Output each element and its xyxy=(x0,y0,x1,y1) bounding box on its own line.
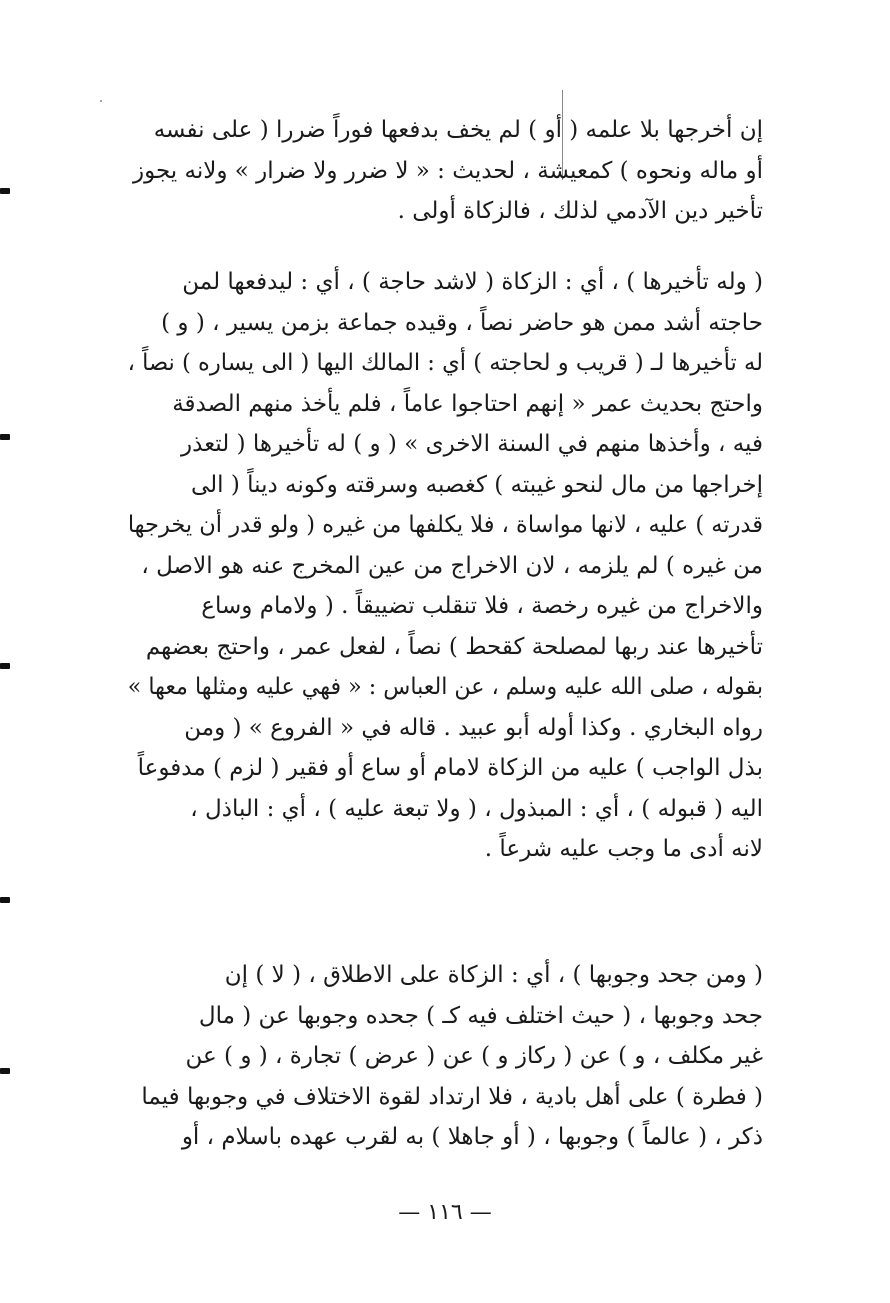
page-number: — ١١٦ — xyxy=(398,1200,492,1225)
text-line: ( ومن جحد وجوبها ) ، أي : الزكاة على الاطلاق ، ( لا ) إن xyxy=(224,962,763,988)
text-line: واحتج بحديث عمر « إنهم احتاجوا عاماً ، فلم يأخذ منهم الصدقة xyxy=(172,390,763,417)
paragraph-2 xyxy=(128,262,763,870)
text-line: من غيره ) لم يلزمه ، لان الاخراج من عين المخرج عنه هو الاصل ، xyxy=(141,552,763,579)
text-line: أو ماله ونحوه ) كمعيشة ، لحديث : « لا ضرر ولا ضرار » ولانه يجوز xyxy=(132,157,763,184)
text-line: فيه ، وأخذها منهم في السنة الاخرى » ( و ) له تأخيرها ( لتعذر xyxy=(181,431,763,457)
text-line: لانه أدى ما وجب عليه شرعاً . xyxy=(484,836,763,862)
text-line: بقوله ، صلى الله عليه وسلم ، عن العباس : « فهي عليه ومثلها معها » xyxy=(127,674,764,700)
text-line: قدرته ) عليه ، لانها مواساة ، فلا يكلفها من غيره ( ولو قدر أن يخرجها xyxy=(127,512,764,538)
text-line: والاخراج من غيره رخصة ، فلا تنقلب تضييقاً . ( ولامام وساع xyxy=(201,593,763,619)
text-line: إن أخرجها بلا علمه ( أو ) لم يخف بدفعها فوراً ضررا ( على نفسه xyxy=(153,117,763,143)
text-line: حاجته أشد ممن هو حاضر نصاً ، وقيده جماعة بزمن يسير ، ( و ) xyxy=(161,309,763,336)
margin-mark xyxy=(0,897,10,903)
scan-speck xyxy=(100,100,102,102)
text-line: جحد وجوبها ، ( حيث اختلف فيه كـ ) جحده وجوبها عن ( مال xyxy=(198,1002,763,1029)
text-line: رواه البخاري . وكذا أوله أبو عبيد . قاله في « الفروع » ( ومن xyxy=(184,714,763,741)
text-line: ذكر ، ( عالماً ) وجوبها ، ( أو جاهلا ) به لقرب عهده باسلام ، أو xyxy=(181,1124,763,1150)
text-line: اليه ( قبوله ) ، أي : المبذول ، ( ولا تبعة عليه ) ، أي : الباذل ، xyxy=(190,795,763,822)
margin-mark xyxy=(0,188,10,194)
text-line: له تأخيرها لـ ( قريب و لحاجته ) أي : المالك اليها ( الى يساره ) نصاً ، xyxy=(127,350,763,376)
margin-mark xyxy=(0,1068,10,1074)
paragraph-1 xyxy=(128,110,763,232)
text-line: ( وله تأخيرها ) ، أي : الزكاة ( لاشد حاجة ) ، أي : ليدفعها لمن xyxy=(182,269,763,295)
text-line: ( فطرة ) على أهل بادية ، فلا ارتداد لقوة الاختلاف في وجوبها فيما xyxy=(141,1083,763,1110)
text-line: غير مكلف ، و ) عن ( ركاز و ) عن ( عرض ) تجارة ، ( و ) عن xyxy=(185,1043,763,1069)
text-line: إخراجها من مال لنحو غيبته ) كغصبه وسرقته وكونه ديناً ( الى xyxy=(190,471,763,498)
text-line: تأخير دين الآدمي لذلك ، فالزكاة أولى . xyxy=(397,198,763,224)
margin-mark xyxy=(0,434,10,440)
margin-mark xyxy=(0,663,10,669)
paragraph-3 xyxy=(128,955,763,1158)
text-line: تأخيرها عند ربها لمصلحة كقحط ) نصاً ، لفعل عمر ، واحتج بعضهم xyxy=(145,633,763,660)
text-line: بذل الواجب ) عليه من الزكاة لامام أو ساع أو فقير ( لزم ) مدفوعاً xyxy=(137,755,763,781)
